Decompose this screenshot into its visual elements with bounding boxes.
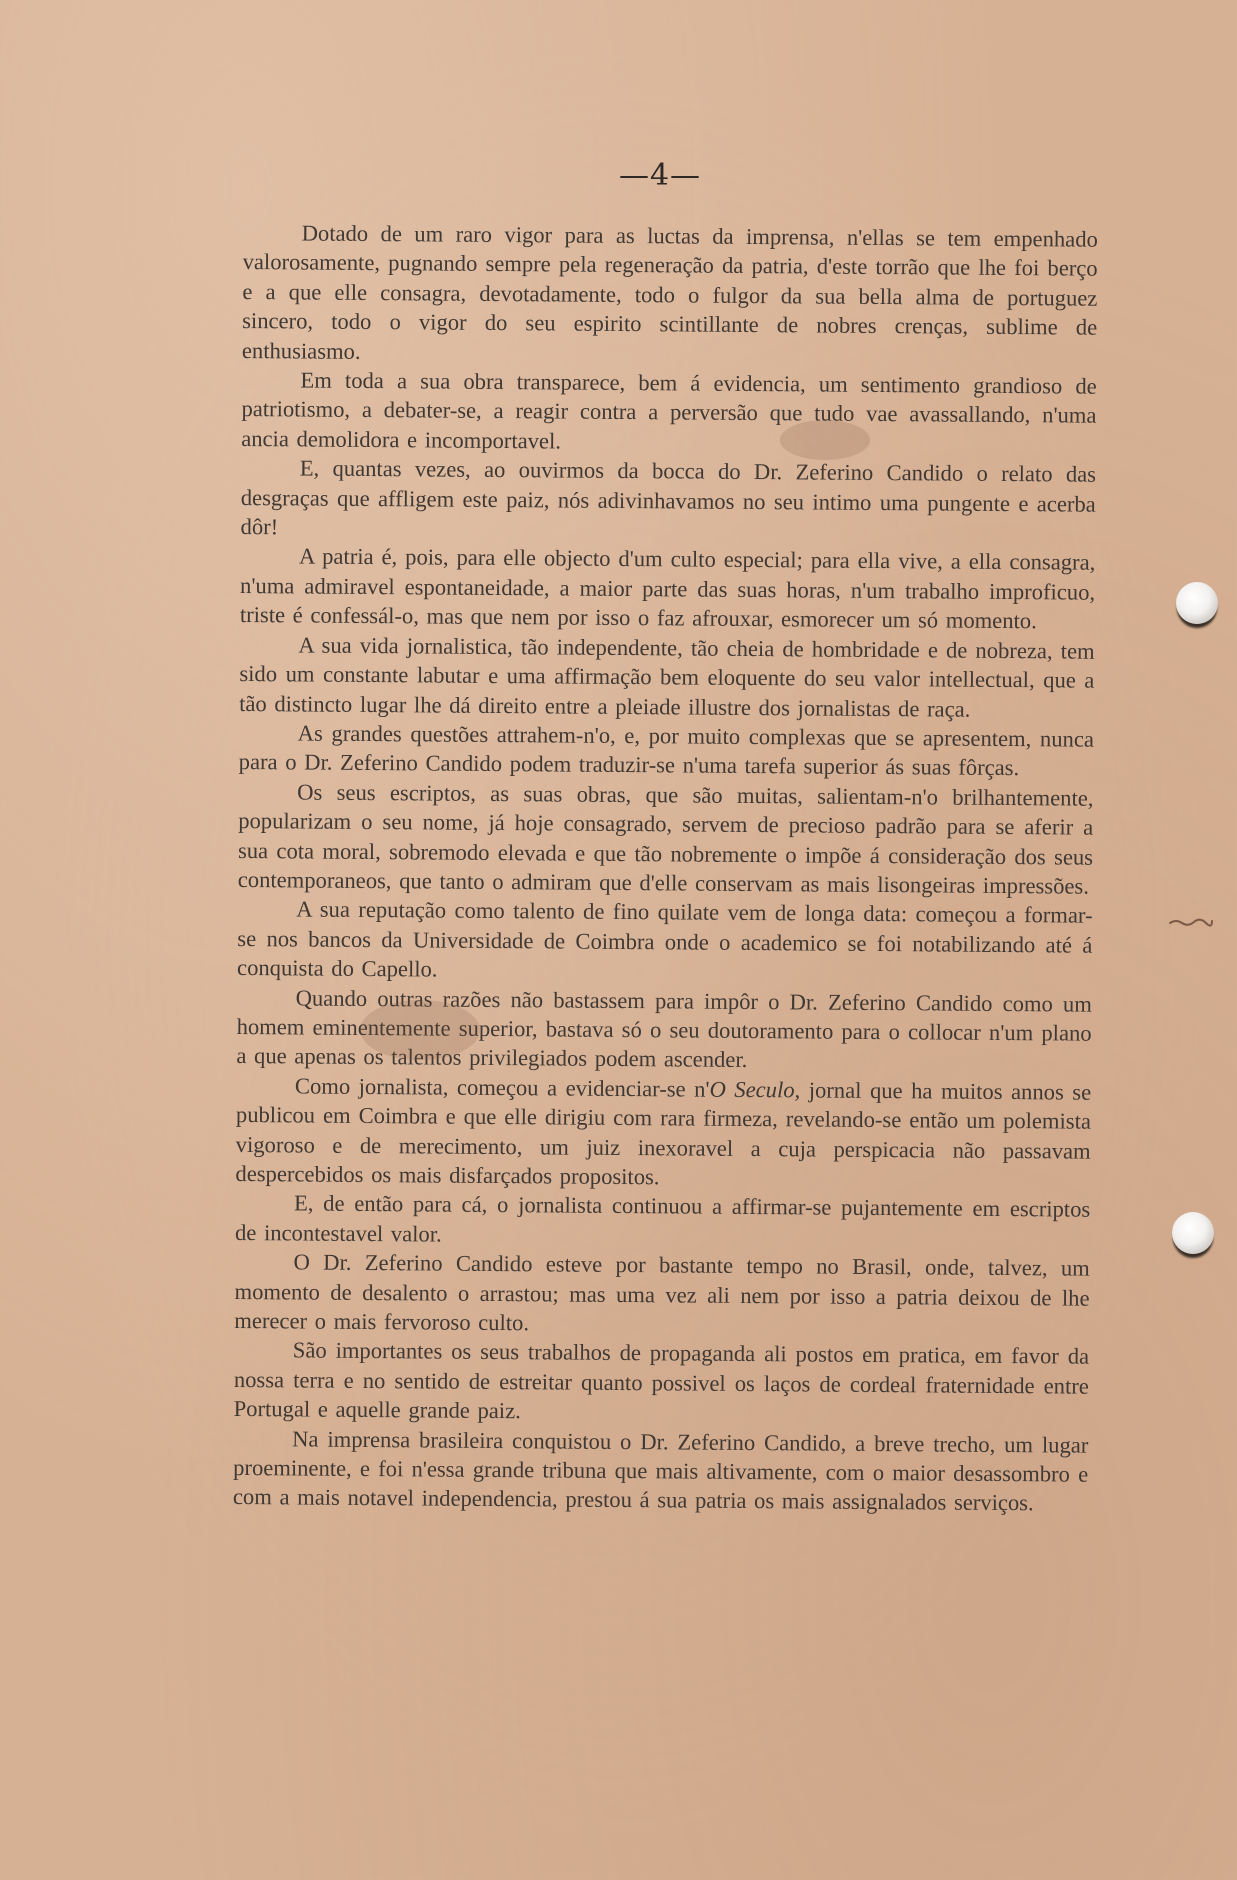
paragraph-9: Quando outras razões não bastassem para impôr o Dr. Zeferino Candido como um homem eminentemente superior, bastava só o seu doutoramento para o collocar n'um plano a que apenas os talentos privilegiados podem ascender. (236, 985, 1092, 1073)
paper-stain (360, 1000, 480, 1060)
punch-hole-upper (1176, 582, 1218, 624)
paragraph-3: E, quantas vezes, ao ouvirmos da bocca do Dr. Zeferino Candido o relato das desgraças que affligem este paiz, nós adivinhavamos no seu intimo uma pungente e acerba dôr! (240, 455, 1097, 540)
paragraph-14: Na imprensa brasileira conquistou o Dr. Zeferino Candido, a breve trecho, um lugar proeminente, e foi n'essa grande tribuna que mais altivamente, com o maior desassombro e com a mais notavel independencia, prestou á sua patria os mais assignalados serviços. (232, 1426, 1089, 1516)
paragraph-10 (235, 1071, 1091, 1195)
paragraph-8: A sua reputação como talento de fino quilate vem de longa data: começou a formar-se nos bancos da Universidade de Coimbra onde o academico se foi notabilizando até á conquista do Capello. (237, 896, 1093, 982)
paragraph-11: E, de então para cá, o jornalista continuou a affirmar-se pujantemente em escriptos de incontestavel valor. (234, 1190, 1091, 1247)
paragraph-2: Em toda a sua obra transparece, bem á evidencia, um sentimento grandioso de patriotismo, a debater-se, a reagir contra a perversão que tudo vae avassallando, n'uma ancia demolidora e incomportavel. (241, 367, 1097, 454)
paragraph-5: A sua vida jornalistica, tão independente, tão cheia de hombridade e de nobreza, tem sido um constante labutar e uma affirmação bem eloquente do seu valor intellectual, que a tão distincto lugar lhe dá direito entre a pleiade illustre dos jornalistas de raça. (239, 632, 1095, 722)
page-number: —4— (618, 158, 702, 193)
paragraph-7: Os seus escriptos, as suas obras, que são muitas, salientam-n'o brilhantemente, popularizam o seu nome, já hoje consagrado, servem de precioso padrão para se aferir a sua cota moral, sobremodo elevada e que tão nobremente o impõe á consideração dos seus contemporaneos, que tanto o admiram que d'elle conservam as mais lisongeiras impressões. (237, 779, 1094, 899)
paper-blemish-icon (1168, 916, 1214, 928)
paragraph-6: As grandes questões attrahem-n'o, e, por muito complexas que se apresentem, nunca para o Dr. Zeferino Candido podem traduzir-se n'uma tarefa superior ás suas fôrças. (238, 720, 1095, 781)
paragraph-1: Dotado de um raro vigor para as luctas da imprensa, n'ellas se tem empenhado valorosamente, pugnando sempre pela regeneração da patria, d'este torrão que lhe foi berço e a que elle consagra, devotadamente, todo o fulgor da sua bella alma de portuguez sincero, todo o vigor do seu espirito scintillante de nobres crenças, sublime de enthusiasmo. (241, 220, 1098, 364)
newspaper-title: O Seculo, (709, 1076, 801, 1103)
paragraph-10-end: jornal que ha muitos annos se publicou em Coimbra e que elle dirigiu com rara firmeza, revelando-se então um polemista vigoroso e de merecimento, um juiz inexoravel a cuja perspicacia não passavam despercebidos os mais disfarçados propositos. (235, 1077, 1092, 1190)
punch-hole-lower (1172, 1212, 1214, 1254)
paragraph-12: O Dr. Zeferino Candido esteve por bastante tempo no Brasil, onde, talvez, um momento de desalento o arrastou; mas uma vez ali nem por isso a patria deixou de lhe merecer o mais fervoroso culto. (234, 1249, 1090, 1336)
body-text (233, 218, 1098, 1519)
paragraph-13: São importantes os seus trabalhos de propaganda ali postos em pratica, em favor da nossa terra e no sentido de estreitar quanto possivel os laços de cordeal fraternidade entre Portugal e aquelle grande paiz. (233, 1337, 1090, 1424)
paper-stain (780, 420, 870, 460)
paragraph-4: A patria é, pois, para elle objecto d'um culto especial; para ella vive, a ella consagra, n'uma admiravel espontaneidade, a maior parte das suas horas, n'um trabalho improficuo, triste é confessál-o, mas que nem por isso o faz afrouxar, esmorecer um só momento. (239, 543, 1096, 634)
paragraph-10-start: Como jornalista, começou a evidenciar-se n' (294, 1073, 710, 1102)
